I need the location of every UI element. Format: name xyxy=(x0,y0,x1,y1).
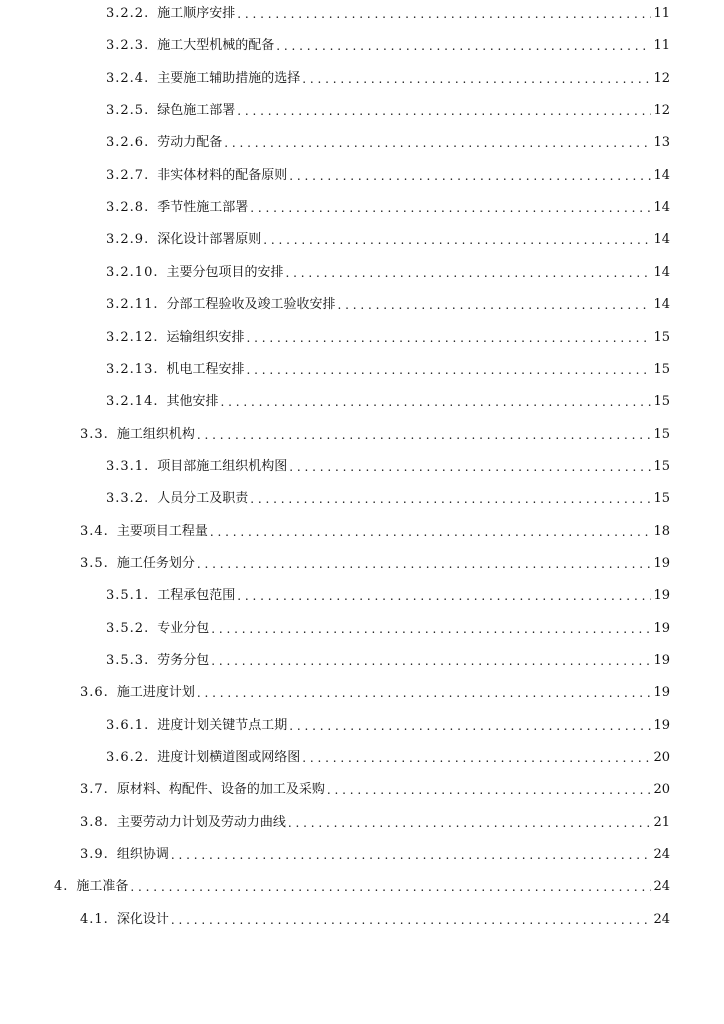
toc-entry[interactable] xyxy=(106,712,670,734)
toc-entry-number: 3.3.1. xyxy=(106,458,150,474)
toc-entry-title: 机电工程安排 xyxy=(166,361,245,377)
toc-entry-number: 3.5.2. xyxy=(106,620,150,636)
toc-entry-page: 11 xyxy=(653,6,670,21)
toc-leader-dots xyxy=(211,621,651,637)
toc-entry-page: 14 xyxy=(653,167,670,183)
toc-entry-title: 其他安排 xyxy=(166,394,219,410)
toc-entry-title: 主要项目工程量 xyxy=(116,523,208,539)
toc-entry-number: 3.2.3. xyxy=(106,38,150,54)
toc-leader-dots xyxy=(327,782,652,798)
toc-entry[interactable] xyxy=(80,906,670,928)
toc-entry[interactable] xyxy=(106,259,670,281)
toc-leader-dots xyxy=(276,38,651,54)
toc-entry-page: 15 xyxy=(653,361,670,377)
toc-leader-dots xyxy=(237,103,651,119)
toc-entry[interactable] xyxy=(80,421,670,443)
toc-leader-dots xyxy=(302,750,651,766)
toc-entry-page: 24 xyxy=(653,879,670,895)
toc-entry[interactable] xyxy=(106,129,670,151)
toc-entry[interactable] xyxy=(106,453,670,475)
toc-entry[interactable] xyxy=(106,615,670,637)
toc-entry-page: 18 xyxy=(653,523,670,539)
toc-entry-number: 3.3.2. xyxy=(106,491,150,507)
toc-entry[interactable] xyxy=(106,356,670,378)
toc-entry-title: 施工组织机构 xyxy=(116,426,195,442)
toc-entry-number: 3.2.4. xyxy=(106,70,150,86)
toc-entry-page: 24 xyxy=(653,911,670,927)
toc-entry-title: 专业分包 xyxy=(157,620,210,636)
toc-entry-title: 施工顺序安排 xyxy=(157,6,236,21)
toc-entry[interactable] xyxy=(106,582,670,604)
toc-entry-page: 20 xyxy=(653,750,670,766)
toc-entry[interactable] xyxy=(106,97,670,119)
toc-entry[interactable] xyxy=(106,388,670,410)
toc-leader-dots xyxy=(221,394,652,410)
toc-entry-title: 原材料、构配件、设备的加工及采购 xyxy=(116,782,325,798)
toc-leader-dots xyxy=(237,6,651,22)
toc-leader-dots xyxy=(171,847,652,863)
toc-entry[interactable] xyxy=(106,647,670,669)
toc-entry-number: 3.2.6. xyxy=(106,135,150,151)
toc-entry-title: 工程承包范围 xyxy=(157,588,236,604)
toc-leader-dots xyxy=(247,362,652,378)
toc-leader-dots xyxy=(197,427,652,443)
toc-entry[interactable] xyxy=(80,518,670,540)
toc-leader-dots xyxy=(289,718,651,734)
toc-entry-page: 15 xyxy=(653,394,670,410)
toc-entry-title: 非实体材料的配备原则 xyxy=(157,167,288,183)
toc-leader-dots xyxy=(211,653,651,669)
toc-leader-dots xyxy=(338,297,652,313)
toc-entry-page: 20 xyxy=(653,782,670,798)
toc-entry-page: 19 xyxy=(653,588,670,604)
toc-entry-number: 3.9. xyxy=(80,847,109,863)
toc-entry-title: 劳务分包 xyxy=(157,653,210,668)
toc-entry-number: 3.7. xyxy=(80,782,109,798)
toc-entry-title: 施工进度计划 xyxy=(116,685,195,701)
toc-entry[interactable] xyxy=(106,162,670,184)
toc-entry-page: 19 xyxy=(653,717,670,733)
toc-entry-title: 运输组织安排 xyxy=(166,329,245,345)
toc-entry-title: 施工准备 xyxy=(76,879,129,895)
toc-entry[interactable] xyxy=(106,194,670,216)
toc-entry-number: 4.1. xyxy=(80,911,109,927)
toc-entry-number: 3.2.8. xyxy=(106,200,150,216)
toc-leader-dots xyxy=(171,912,652,928)
toc-entry[interactable] xyxy=(80,679,670,701)
toc-entry-title: 主要施工辅助措施的选择 xyxy=(157,70,301,86)
toc-entry-page: 19 xyxy=(653,620,670,636)
toc-entry-page: 21 xyxy=(653,814,670,830)
toc-entry[interactable] xyxy=(106,0,670,22)
toc-entry[interactable] xyxy=(80,550,670,572)
toc-entry-number: 3.5. xyxy=(80,555,109,571)
toc-entry-title: 组织协调 xyxy=(116,847,169,863)
toc-entry-title: 进度计划横道图或网络图 xyxy=(157,750,301,766)
toc-leader-dots xyxy=(247,330,652,346)
toc-entry-number: 3.3. xyxy=(80,426,109,442)
toc-entry-page: 11 xyxy=(653,38,670,54)
toc-entry-page: 19 xyxy=(653,685,670,701)
toc-entry-title: 施工任务划分 xyxy=(116,555,195,571)
toc-entry-title: 分部工程验收及竣工验收安排 xyxy=(166,297,336,313)
toc-entry-number: 3.2.5. xyxy=(106,103,150,119)
toc-entry-page: 15 xyxy=(653,491,670,507)
toc-entry-title: 人员分工及职责 xyxy=(157,491,249,507)
toc-entry-page: 15 xyxy=(653,329,670,345)
toc-leader-dots xyxy=(250,491,651,507)
toc-entry-title: 劳动力配备 xyxy=(157,135,223,151)
toc-entry-page: 12 xyxy=(653,103,670,119)
toc-entry-number: 3.5.3. xyxy=(106,653,150,668)
toc-entry-page: 14 xyxy=(653,200,670,216)
toc-entry-number: 3.2.10. xyxy=(106,264,159,280)
toc-entry[interactable] xyxy=(80,809,670,831)
toc-leader-dots xyxy=(263,232,651,248)
toc-entry[interactable] xyxy=(106,65,670,87)
toc-leader-dots xyxy=(288,815,652,831)
toc-entry-page: 14 xyxy=(653,264,670,280)
toc-entry-page: 15 xyxy=(653,426,670,442)
toc-entry-title: 主要分包项目的安排 xyxy=(166,264,284,280)
toc-entry-page: 14 xyxy=(653,297,670,313)
toc-entry-number: 3.2.14. xyxy=(106,394,159,410)
toc-leader-dots xyxy=(302,71,651,87)
toc-entry[interactable] xyxy=(80,776,670,798)
toc-entry-title: 施工大型机械的配备 xyxy=(157,38,275,54)
toc-entry[interactable] xyxy=(106,744,670,766)
toc-leader-dots xyxy=(289,459,651,475)
toc-entry-number: 3.4. xyxy=(80,523,109,539)
toc-entry-number: 3.2.11. xyxy=(106,297,159,313)
toc-entry-title: 主要劳动力计划及劳动力曲线 xyxy=(116,814,286,830)
toc-entry-page: 12 xyxy=(653,70,670,86)
toc-leader-dots xyxy=(237,588,651,604)
toc-entry-title: 深化设计 xyxy=(116,911,169,927)
toc-leader-dots xyxy=(197,685,652,701)
toc-entry-number: 3.2.2. xyxy=(106,6,150,21)
toc-entry[interactable] xyxy=(106,324,670,346)
toc-entry[interactable] xyxy=(106,226,670,248)
toc-leader-dots xyxy=(197,556,652,572)
toc-entry[interactable] xyxy=(106,32,670,54)
toc-entry[interactable] xyxy=(106,291,670,313)
toc-entry-number: 3.2.9. xyxy=(106,232,150,248)
toc-entry-number: 3.5.1. xyxy=(106,588,150,604)
toc-entry-number: 3.6.2. xyxy=(106,750,150,766)
toc-leader-dots xyxy=(250,200,651,216)
toc-entry-title: 项目部施工组织机构图 xyxy=(157,458,288,474)
toc-entry-title: 进度计划关键节点工期 xyxy=(157,717,288,733)
toc-entry-title: 绿色施工部署 xyxy=(157,103,236,119)
toc-entry-page: 24 xyxy=(653,847,670,863)
toc-entry-page: 19 xyxy=(653,653,670,668)
toc-entry-title: 季节性施工部署 xyxy=(157,200,249,216)
toc-leader-dots xyxy=(210,524,652,540)
toc-entry-number: 3.8. xyxy=(80,814,109,830)
toc-entry-page: 14 xyxy=(653,232,670,248)
toc-leader-dots xyxy=(286,265,652,281)
toc-entry[interactable] xyxy=(80,841,670,863)
toc-entry-number: 3.2.12. xyxy=(106,329,159,345)
toc-leader-dots xyxy=(224,135,651,151)
toc-entry-number: 3.2.7. xyxy=(106,167,150,183)
toc-entry[interactable] xyxy=(106,485,670,507)
toc-entry-number: 4. xyxy=(54,879,69,895)
toc-entry-page: 13 xyxy=(653,135,670,151)
toc-entry-title: 深化设计部署原则 xyxy=(157,232,262,248)
toc-entry-number: 3.6. xyxy=(80,685,109,701)
toc-entry-page: 15 xyxy=(653,458,670,474)
toc-leader-dots xyxy=(289,168,651,184)
toc-entry[interactable] xyxy=(54,873,670,895)
toc-entry-number: 3.2.13. xyxy=(106,361,159,377)
toc-entry-page: 19 xyxy=(653,555,670,571)
toc-leader-dots xyxy=(130,879,651,895)
toc-entry-number: 3.6.1. xyxy=(106,717,150,733)
